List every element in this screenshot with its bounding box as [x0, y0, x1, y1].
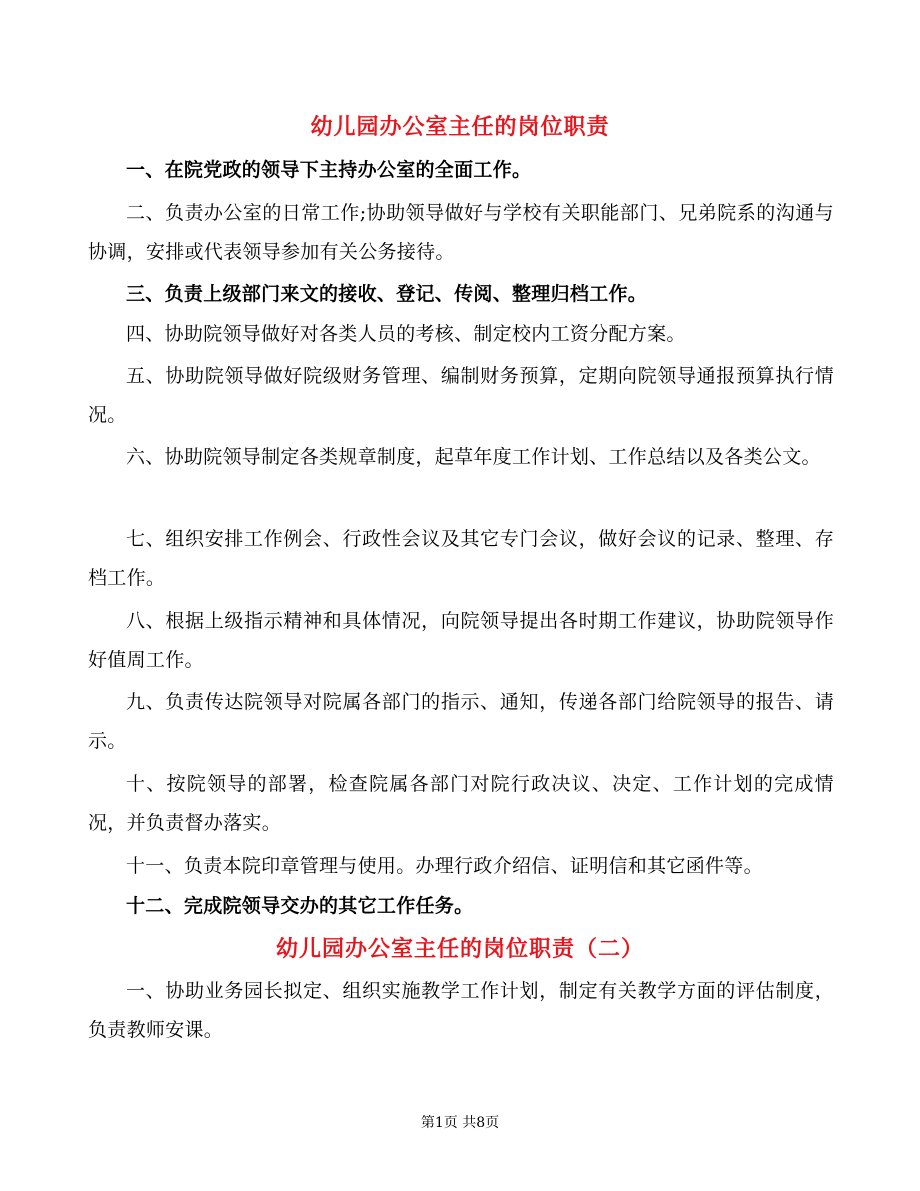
- paragraph-1: 一、在院党政的领导下主持办公室的全面工作。: [126, 159, 532, 181]
- paragraph-4: 四、协助院领导做好对各类人员的考核、制定校内工资分配方案。: [126, 323, 686, 345]
- paragraph-8: 八、根据上级指示精神和具体情况，向院领导提出各时期工作建议，协助院领导作好值周工作。: [88, 610, 834, 671]
- section-2-title: 幼儿园办公室主任的岗位职责（二）: [275, 936, 644, 962]
- paragraph-2: 二、负责办公室的日常工作;协助领导做好与学校有关职能部门、兄弟院系的沟通与协调，安排或代表领导参加有关公务接待。: [88, 202, 834, 263]
- paragraph-11: 十一、负责本院印章管理与使用。办理行政介绍信、证明信和其它函件等。: [126, 855, 763, 877]
- paragraph-3: 三、负责上级部门来文的接收、登记、传阅、整理归档工作。: [126, 283, 648, 305]
- paragraph-5: 五、协助院领导做好院级财务管理、编制财务预算，定期向院领导通报预算执行情况。: [88, 365, 834, 426]
- paragraph-9: 九、负责传达院领导对院属各部门的指示、通知，传递各部门给院领导的报告、请示。: [88, 691, 834, 752]
- paragraph-12: 十二、完成院领导交办的其它工作任务。: [126, 895, 474, 917]
- page-number: 第1页 共8页: [420, 1115, 500, 1131]
- section-2-paragraph-1: 一、协助业务园长拟定、组织实施教学工作计划，制定有关教学方面的评估制度，负责教师安课。: [88, 980, 834, 1041]
- paragraph-7: 七、组织安排工作例会、行政性会议及其它专门会议，做好会议的记录、整理、存档工作。: [88, 528, 834, 589]
- document-title: 幼儿园办公室主任的岗位职责: [310, 114, 610, 140]
- paragraph-10: 十、按院领导的部署，检查院属各部门对院行政决议、决定、工作计划的完成情况，并负责督办落实。: [88, 773, 834, 834]
- paragraph-6: 六、协助院领导制定各类规章制度，起草年度工作计划、工作总结以及各类公文。: [126, 446, 821, 468]
